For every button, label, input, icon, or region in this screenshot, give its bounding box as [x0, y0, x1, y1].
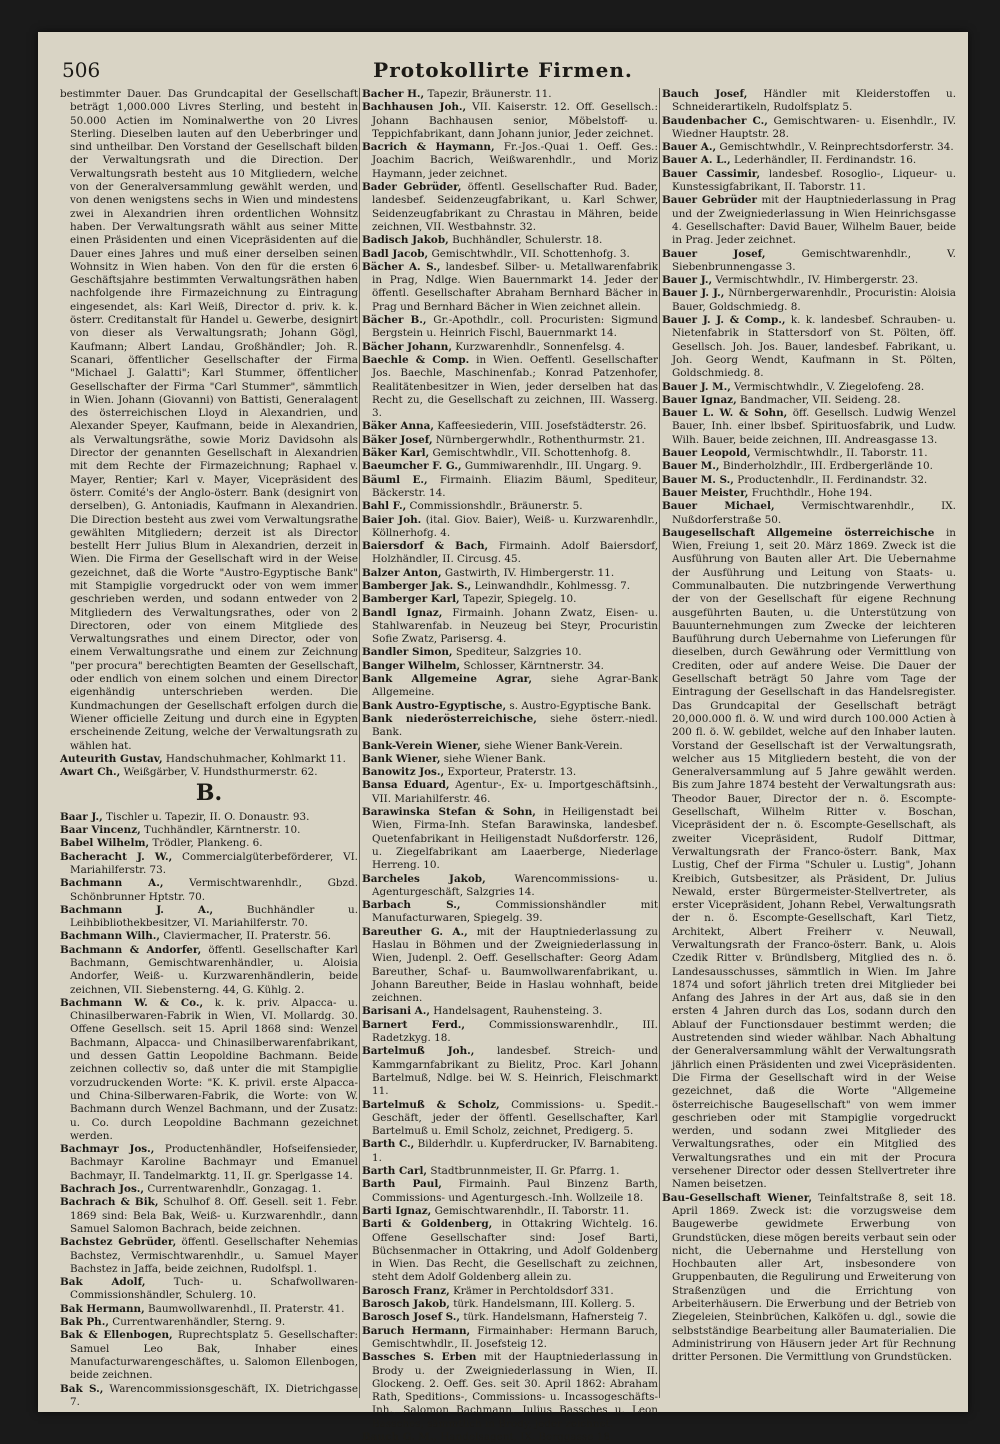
- firm-entry: [362, 766, 658, 779]
- firm-name: Barosch Josef S.,: [362, 1311, 461, 1324]
- firm-name: Baechle & Comp.: [362, 353, 470, 366]
- firm-details: Bilderhdlr. u. Kupferdrucker, IV. Barnabiteng. 1.: [372, 1138, 658, 1164]
- firm-entry: [662, 115, 956, 142]
- firm-details: Tischler u. Tapezir, II. O. Donaustr. 93.: [106, 810, 310, 823]
- firm-name: Baier Joh.: [362, 513, 422, 526]
- firm-entry: [362, 1298, 658, 1311]
- firm-name: Auteurith Gustav,: [60, 752, 163, 765]
- firm-entry: [362, 806, 658, 872]
- column-middle: [362, 88, 659, 1443]
- firm-entry: [362, 1431, 658, 1444]
- firm-name: Babel Wilhelm,: [60, 837, 150, 850]
- firm-entry: [662, 248, 956, 275]
- firm-entry: [60, 837, 358, 850]
- firm-name: Bak Hermann,: [60, 1302, 145, 1315]
- firm-details: Tapezir, Bräunerstr. 11.: [427, 88, 552, 100]
- firm-name: Bachmann J. A.,: [60, 903, 214, 916]
- section-letter: B.: [195, 780, 223, 807]
- firm-entry: [362, 580, 658, 593]
- firm-name: Bauer A. L.,: [662, 154, 731, 167]
- firm-entry: [362, 1005, 658, 1018]
- firm-details: siehe Wiener Bank-Verein.: [484, 739, 623, 752]
- firm-entry: [362, 673, 658, 700]
- firm-name: Bartelmuß Joh.,: [362, 1045, 475, 1058]
- firm-name: Bacrich & Haymann,: [362, 141, 495, 154]
- firm-name: Bak S.,: [60, 1382, 104, 1395]
- firm-name: Barosch Jakob,: [362, 1298, 450, 1311]
- firm-entry: [662, 474, 956, 487]
- firm-entry: [60, 824, 358, 837]
- firm-details: Productenhdlr., II. Ferdinandstr. 32.: [737, 473, 928, 486]
- firm-name: Barisani A.,: [362, 1005, 430, 1018]
- firm-entry: [662, 447, 956, 460]
- firm-name: Bassches S. Erben: [362, 1351, 477, 1364]
- firm-details: Currentwarenhdlr., Gonzagag. 1.: [147, 1183, 322, 1196]
- firm-entry: [662, 314, 956, 380]
- column-divider: [659, 88, 660, 1398]
- firm-details: siehe Agrar-Bank Allgemeine.: [372, 673, 658, 699]
- firm-details: Weißgärber, V. Hundsthurmerstr. 62.: [123, 766, 318, 779]
- firm-name: Barti Ignaz,: [362, 1204, 432, 1217]
- firm-entry: [362, 500, 658, 513]
- firm-name: Bauer J. M.,: [662, 380, 731, 393]
- firm-name: Bauer Gebrüder: [662, 194, 758, 207]
- firm-name: Bauer J. J.,: [662, 287, 725, 300]
- firm-name: Bachmann & Andorfer,: [60, 943, 202, 956]
- firm-name: Baeumcher F. G.,: [362, 460, 462, 473]
- firm-details: Agentur-, Ex- u. Importgeschäftsinh., VII. Mariahilferstr. 46.: [372, 779, 658, 805]
- firm-details: (ital. Giov. Baier), Weiß- u. Kurzwarenhdlr., Köllnerhofg. 4.: [372, 513, 658, 539]
- firm-name: Bak Adolf,: [60, 1276, 146, 1289]
- firm-details: in Wien. Oeffentl. Gesellschafter Jos. Baechle, Maschinenfab.; Konrad Patzenhofer, Realitätenbesitzer in Wien, jeder derselben hat das Recht zu, die Gesellschaft zu zeichnen, III. Wasserg. 3.: [372, 353, 658, 420]
- firm-details: Buchhändler u. Leihbibliothekbesitzer, VI. Mariahilferstr. 70.: [70, 903, 358, 930]
- firm-details: siehe Wiener Bank.: [443, 752, 546, 765]
- firm-entry: [362, 181, 658, 234]
- firm-details: mit der Hauptniederlassung zu Haslau in Böhmen und der Zweigniederlassung in Wien, Judenpl. 2. Oeff. Gesellschafter: Georg Adam Bareuther, Schaf- u. Baumwollwarenfabrikant, u. Johann Bareuther, Beide in Haslau wohnhaft, beide zeichnen.: [372, 925, 658, 1005]
- firm-details: Gastwirth, IV. Himbergerstr. 11.: [444, 566, 615, 579]
- firm-details: Firmainhaber: Hermann Baruch, Gemischtwhdlr., II. Josefsteig 12.: [372, 1324, 658, 1350]
- firm-name: Bauer Ignaz,: [662, 393, 737, 406]
- firm-name: Bak Ph.,: [60, 1316, 109, 1329]
- firm-details: Vermischtwarenhdlr., Gbzd. Schönbrunner Hptstr. 70.: [70, 877, 358, 903]
- firm-name: Bauer Michael,: [662, 500, 775, 513]
- firm-details: landesbef. Silber- u. Metallwarenfabrik in Prag, Ndlge. Wien Bauernmarkt 14. Jeder der öffentl. Gesellschafter Abraham Bernhard Bächer in Prag und Bernhard Bächer in Wien zeichnet allein.: [372, 260, 658, 313]
- firm-details: öffentl. Gesellschafter Nehemias Bachstez, Vermischtwarenhdlr., u. Samuel Mayer Bachstez in Jaffa, beide zeichnen, Rudolfspl. 1.: [70, 1236, 358, 1275]
- firm-details: Tuchhändler, Kärntnerstr. 10.: [144, 824, 301, 837]
- firm-entry: [60, 811, 358, 824]
- firm-details: Schlosser, Kärntnerstr. 34.: [463, 659, 604, 672]
- firm-details: landesbef. Rosoglio-, Liqueur- u. Kunstessigfabrikant, II. Taborstr. 11.: [672, 167, 956, 194]
- firm-details: Firmainh. Adolf Baiersdorf, Holzhändler, II. Circusg. 45.: [372, 540, 659, 566]
- firm-entry: [362, 460, 658, 473]
- firm-details: Vermischtwhdlr., II. Taborstr. 11.: [753, 447, 928, 460]
- firm-name: Bäker Anna,: [362, 420, 434, 433]
- firm-entry: [60, 766, 358, 779]
- firm-entry: [362, 1351, 658, 1431]
- firm-details: siehe österr.-niedl. Bank.: [372, 712, 658, 739]
- firm-name: Bacher H.,: [362, 88, 425, 100]
- running-title: Protokollirte Firmen.: [373, 58, 633, 82]
- firm-details: s. Austro-Egyptische Bank.: [509, 699, 652, 712]
- firm-entry: [362, 753, 658, 766]
- firm-entry: [662, 168, 956, 195]
- firm-name: Bahl F.,: [362, 500, 407, 513]
- firm-details: Commissionshändler mit Manufacturwaren, Spiegelg. 39.: [372, 899, 659, 925]
- firm-name: Bansa Eduard,: [362, 779, 450, 792]
- firm-entry: [662, 88, 956, 115]
- firm-name: Bachmann A.,: [60, 877, 164, 890]
- firm-name: Bacheracht J. W.,: [60, 850, 173, 863]
- firm-name: Bank niederösterreichische,: [362, 712, 537, 725]
- firm-entry: [60, 1143, 358, 1183]
- firm-entry: [60, 753, 358, 766]
- firm-details: Tuch- u. Schafwollwaren-Commissionshändler, Schulerg. 10.: [70, 1276, 358, 1302]
- firm-name: Bauer A.,: [662, 141, 717, 154]
- firm-entry: [362, 713, 658, 740]
- firm-name: Baar J.,: [60, 810, 103, 823]
- firm-details: Gr.-Apothdlr., coll. Procuristen: Sigmund Bergstein u. Heinrich Fischl, Bauernmarkt 14.: [372, 314, 658, 340]
- firm-name: Bachmann W. & Co.,: [60, 996, 204, 1009]
- firm-details: Stadtbrunnmeister, II. Gr. Pfarrg. 1.: [430, 1165, 620, 1178]
- firm-name: Baiersdorf & Bach,: [362, 540, 489, 553]
- firm-name: Barnert Ferd.,: [362, 1018, 466, 1031]
- firm-entry: [362, 926, 658, 1006]
- firm-name: Bau-Gesellschaft Wiener,: [662, 1191, 813, 1204]
- firm-details: Lederhändler, II. Ferdinandstr. 16.: [733, 154, 917, 167]
- firm-name: Bachmayr Jos.,: [60, 1143, 155, 1156]
- firm-details: Handschuhmacher, Kohlmarkt 11.: [165, 752, 346, 765]
- firm-details: Handelsagent, Rauhensteing. 3.: [433, 1005, 603, 1018]
- firm-details: Productenhändler, Hofseifensieder, Bachmayr Karoline Bachmayr und Emanuel Bachmayr, II. Tandelmarktg. 11, II. gr. Sperlgasse 14.: [70, 1143, 358, 1182]
- firm-entry: [362, 779, 658, 806]
- firm-details: Gemischtwarenhdlr., II. Taborstr. 11.: [434, 1204, 630, 1217]
- firm-entry: [662, 394, 956, 407]
- firm-entry: [60, 1303, 358, 1316]
- firm-name: Banger Wilhelm,: [362, 659, 461, 672]
- firm-name: Bartelmuß & Scholz,: [362, 1098, 500, 1111]
- firm-details: Warencommissionsgeschäft, IX. Dietrichgasse 7.: [70, 1382, 358, 1408]
- firm-entry: [60, 877, 358, 904]
- firm-details: Claviermacher, II. Praterstr. 56.: [163, 930, 331, 943]
- firm-details: Nürnbergerwhdlr., Rothenthurmstr. 21.: [435, 433, 645, 446]
- firm-details: Warencommissions- u. Agenturgeschäft, Salzgries 14.: [372, 872, 658, 898]
- firm-details: Firmainh. Johann Zwatz, Eisen- u. Stahlwarenfab. in Neuzeug bei Steyr, Procuristin Sofie Zwatz, Parisersg. 4.: [372, 606, 658, 646]
- firm-entry: [662, 500, 956, 527]
- firm-name: Barosch Franz,: [362, 1284, 450, 1297]
- firm-details: bestimmter Dauer. Das Grundcapital der Gesellschaft beträgt 1,000.000 Livres Sterling, und besteht in 50.000 Actien im Nominalwerthe von 20 Livres Sterling. Dieselben lauten auf den Ueberbringer und sind untheilbar. Den Vorstand der Gesellschaft bilden der Verwaltungsrath und die Direction. Der Verwaltungsrath besteht aus 10 Mitgliedern, welche von der Generalversammlung gewählt werden, und von denen wenigstens sechs in Wien und mindestens zwei in Alexandrien ihren ordentlichen Wohnsitz haben. Der Verwaltungsrath wählt aus seiner Mitte einen Präsidenten und einen Vicepräsidenten auf die Dauer eines Jahres und muß einer derselben seinen Wohnsitz in Wien haben. Von den für die ersten 6 Geschäftsjahre bestimmten Verwaltungsräthen haben nachfolgende ihre Firmazeichnung zu Eintragung eingesendet, als: Karl Weiß, Director d. priv. k. k. österr. Creditanstalt für Handel u. Gewerbe, designirt von dieser als Verwaltungsrath; Johann Gögl, Kaufmann; Albert Landau, Großhändler; Joh. R. Scanari, öffentlicher Gesellschafter der Firma "Michael J. Galatti"; Karl Stummer, öffentlicher Gesellschafter der Firma "Carl Stummer", sämmtlich in Wien. Johann (Giovanni) von Battisti, Generalagent des österreichischen Lloyd in Alexandrien, und Alexander Speyer, Kaufmann, beide in Alexandrien, als Verwaltungsräthe, sowie Moriz Davidsohn als Director der genannten Gesellschaft in Alexandrien mit dem Rechte der Firmazeichnung; Raphael v. Mayer, Rentier; Karl v. Mayer, Vicepräsident des österr. Comité's der Anglo-österr. Bank (designirt von derselben), G. Antoniadis, Kaufmann in Alexandrien. Die Direction besteht aus zwei vom Verwaltungsrathe gewählten Mitgliedern; derzeit ist als Director bestellt Herr Julius Blum in Alexandrien, derzeit in Wien. Die Firma der Gesellschaft wird in der Weise gezeichnet, daß die Worte "Austro-Egyptische Bank" mit Stampiglie vorgedruckt oder von wem immer geschrieben werden, und sodann entweder von 2 Mitgliedern des Verwaltungsrathes, oder von 2 Directoren, oder von einem Mitgliede des Verwaltungsrathes und einem Director, oder von einem Verwaltungsrathe und einem zur Zeichnung "per procura" berechtigten Beamten der Gesellschaft, oder endlich von einem solchen und einem Director eigenhändig unterschrieben werden. Die Kundmachungen der Gesellschaft erfolgen durch die Wiener officielle Zeitung und durch eine in Egypten erscheinende Zeitung, welche der Verwaltungsrath zu wählen hat.: [60, 88, 358, 752]
- firm-name: Bamberger Karl,: [362, 593, 460, 606]
- firm-entry: [662, 274, 956, 287]
- firm-name: Bachrach Jos.,: [60, 1183, 145, 1196]
- firm-entry: [362, 1099, 658, 1139]
- firm-details: Buchhändler, Schulerstr. 18.: [452, 234, 603, 247]
- firm-details: öffentl. Gesellschafter Rud. Bader, landesbef. Seidenzeugfabrikant, u. Karl Schwer, Seidenzeugfabrikant zu Chrastau in Mähren, beide zeichnen, VII. Westbahnstr. 32.: [372, 181, 658, 233]
- firm-entry: [362, 514, 658, 541]
- firm-entry: [60, 1183, 358, 1196]
- firm-name: Barti & Goldenberg,: [362, 1218, 493, 1231]
- firm-entry: [662, 381, 956, 394]
- firm-name: Barbach S.,: [362, 899, 461, 912]
- document-page: [38, 32, 968, 1443]
- firm-entry: [362, 899, 658, 926]
- firm-details: Vermischtwhdlr., V. Ziegelofeng. 28.: [734, 380, 925, 393]
- firm-entry: [362, 593, 658, 606]
- firm-name: Bauer Cassimir,: [662, 167, 761, 180]
- firm-details: Currentwarenhändler, Sterng. 9.: [112, 1316, 286, 1329]
- firm-name: Bank-Verein Wiener,: [362, 739, 481, 752]
- firm-name: Barth C.,: [362, 1138, 415, 1151]
- firm-entry: [362, 1178, 658, 1205]
- firm-details: mit der Hauptniederlassung in Brody u. der Zweigniederlassung in Wien, II. Glockeng. 2. Oeff. Ges. seit 30. April 1862: Abraham Rath, Speditions-, Commissions- u. Incassogeschäfts-Inh., Salomon Bachmann, Julius Bassches u. Leon Bassches, sämmtlich in Brody, jeder zeichnet.: [372, 1351, 658, 1430]
- firm-name: Bauer J. J. & Comp.,: [662, 314, 786, 327]
- firm-details: in Heiligenstadt bei Wien, Firma-Inh. Stefan Barawinska, landesbef. Quetenfabrikant in Heiligenstadt Nußdorferstr. 126, u. Ziegelfabrikant am Laaerberge, Niederlage Herreng. 10.: [372, 806, 658, 872]
- firm-entry: [362, 420, 658, 433]
- firm-entry: [60, 1329, 358, 1382]
- firm-entry: [662, 407, 956, 447]
- firm-details: Kaffeesiederin, VIII. Josefstädterstr. 26.: [437, 420, 647, 433]
- firm-entry: [662, 154, 956, 167]
- firm-name: Bauer J.,: [662, 274, 713, 287]
- firm-entry: [362, 567, 658, 580]
- firm-details: in Ottakring Wichtelg. 16. Offene Gesellschafter sind: Josef Barti, Büchsenmacher in Ottakring, und Adolf Goldenberg in Wien. Das Recht, die Gesellschaft zu zeichnen, steht dem Adolf Goldenberg allein zu.: [372, 1218, 658, 1284]
- firm-details: k. k. landesbef. Schrauben- u. Nietenfabrik in Stattersdorf von St. Pölten, öff. Gesellsch. Joh. Jos. Bauer, landesbef. Fabrikant, u. Joh. Georg Wendt, Kaufmann in St. Pölten, Goldschmiedg. 8.: [672, 314, 956, 380]
- page-header: [38, 32, 968, 80]
- firm-details: Commissionswarenhdlr., III. Radetzkyg. 18.: [372, 1018, 658, 1045]
- firm-entry: [362, 646, 658, 659]
- firm-name: Badl Jacob,: [362, 247, 429, 260]
- firm-entry: [60, 851, 358, 878]
- firm-entry: [362, 607, 658, 647]
- column-right: [662, 88, 956, 1408]
- firm-name: Bachrach & Bik,: [60, 1196, 159, 1209]
- firm-name: Baudenbacher C.,: [662, 114, 768, 127]
- firm-entry: [362, 740, 658, 753]
- firm-entry: [362, 447, 658, 460]
- firm-details: Binderholzhdlr., III. Erdbergerlände 10.: [722, 460, 933, 473]
- firm-entry: [362, 88, 658, 101]
- firm-details: Teinfaltstraße 8, seit 18. April 1869. Zweck ist: die vorzugsweise dem Baugewerbe gewidmete Erwerbung von Grundstücken, diese mögen bereits verbaut sein oder nicht, die Uebernahme und Herstellung von Hochbauten aller Art, insbesondere von Gruppenbauten, die Regulirung und Erweiterung von Straßenzügen und die Errichtung von Arbeiterhäusern. Die Erwerbung und der Betrieb von Ziegeleien, Steinbrüchen, Kalköfen u. dgl., sowie die selbstständige Bearbeitung aller Baumaterialien. Die Administrirung von Häusern jeder Art für Rechnung dritter Personen. Die Vermittlung von Grundstücken.: [672, 1191, 956, 1364]
- firm-name: Bandl Ignaz,: [362, 606, 443, 619]
- firm-entry: [362, 1205, 658, 1218]
- firm-name: Bareuther G. A.,: [362, 925, 468, 938]
- firm-name: Bauer M.,: [662, 460, 720, 473]
- firm-name: Bader Gebrüder,: [362, 181, 462, 194]
- firm-details: landesbef. Streich- und Kammgarnfabrikant zu Bielitz, Proc. Karl Johann Bartelmuß, Ndlge. bei W. S. Heinrich, Fleischmarkt 11.: [372, 1045, 658, 1098]
- firm-entry: [60, 1316, 358, 1329]
- firm-entry: [362, 540, 658, 567]
- firm-entry: [362, 474, 658, 501]
- firm-entry: [362, 141, 658, 181]
- firm-name: Bak & Ellenbogen,: [60, 1329, 173, 1342]
- firm-details: Commercialgüterbeförderer, VI. Mariahilferstr. 73.: [70, 850, 358, 876]
- firm-name: Bachhausen Joh.,: [362, 101, 467, 114]
- firm-entry: [60, 1383, 358, 1410]
- firm-name: Bäker Josef,: [362, 433, 433, 446]
- firm-name: Bauer M. S.,: [662, 473, 734, 486]
- firm-details: Firmainh. Paul Binzenz Barth, Commissions- und Agenturgesch.-Inh. Wollzeile 18.: [372, 1178, 658, 1204]
- firm-details: Händler mit Kleiderstoffen u. Schneiderartikeln, Rudolfsplatz 5.: [672, 88, 957, 114]
- firm-name: Badisch Jakob,: [362, 234, 449, 247]
- firm-name: Bandler Simon,: [362, 646, 453, 659]
- firm-details: Krämer in Perchtoldsdorf 331.: [453, 1284, 614, 1297]
- firm-details: Vermischtwarenhdlr., IX. Nußdorferstraße 50.: [672, 500, 956, 526]
- firm-details: Gummiwarenhdlr., III. Ungarg. 9.: [464, 460, 642, 473]
- firm-details: Exporteur, Praterstr. 13.: [447, 766, 577, 779]
- firm-details: Gemischtwhdlr., V. Reinprechtsdorferstr. 34.: [719, 141, 954, 154]
- firm-entry: [60, 944, 358, 997]
- firm-details: Baumwollwarenhdl., II. Praterstr. 41.: [148, 1302, 345, 1315]
- firm-name: Bächer Johann,: [362, 340, 452, 353]
- firm-entry: [362, 1045, 658, 1098]
- firm-entry: [362, 1165, 658, 1178]
- firm-name: Bachstez Gebrüder,: [60, 1236, 177, 1249]
- firm-name: Baugesellschaft Allgemeine österreichische: [662, 526, 935, 539]
- firm-name: Barth Paul,: [362, 1178, 442, 1191]
- firm-details: Commissionshdlr., Bräunerstr. 5.: [409, 500, 583, 513]
- firm-entry: [362, 1311, 658, 1324]
- firm-entry: [362, 660, 658, 673]
- firm-details: Gemischtwaren- u. Eisenhdlr., IV. Wiedner Hauptstr. 28.: [672, 114, 957, 140]
- firm-entry: [662, 141, 956, 154]
- firm-name: Bauer Josef,: [662, 247, 766, 260]
- firm-name: Bachmann Wilh.,: [60, 930, 161, 943]
- firm-name: Barcheles Jakob,: [362, 872, 486, 885]
- firm-name: Bauer Leopold,: [662, 447, 751, 460]
- firm-details: mit der Hauptniederlassung in Prag und der Zweigniederlassung in Wien Heinrichsgasse 4. Gesellschafter: David Bauer, Wilhelm Bauer, beide in Prag. Jeder zeichnet.: [672, 194, 956, 247]
- firm-name: Bank Allgemeine Agrar,: [362, 673, 533, 686]
- firm-details: Bandmacher, VII. Seideng. 28.: [740, 393, 901, 406]
- firm-entry: [362, 1218, 658, 1284]
- firm-entry: [662, 527, 956, 1192]
- firm-details: Spediteur, Salzgries 10.: [455, 646, 582, 659]
- firm-name: Barawinska Stefan & Sohn,: [362, 806, 536, 819]
- firm-entry: [662, 487, 956, 500]
- firm-entry: [60, 1196, 358, 1236]
- firm-entry: [60, 930, 358, 943]
- column-left: [60, 88, 358, 1408]
- firm-details: k. k. priv. Alpacca- u. Chinasilberwaren-Fabrik in Wien, VI. Mollardg. 30. Offene Gesellsch. seit 15. April 1868 sind: Wenzel Bachmann, Alpacca- und Chinasilberwarenfabrikant, und dessen Gattin Leopoldine Bachmann. Beide zeichnen collectiv so, daß unter die mit Stampiglie vorzudruckenden Worte: "K. K. privil. erste Alpacca- und China-Silberwaren-Fabrik, die Worte: von W. Bachmann durch Wenzel Bachmann, und der Zusatz: u. Co. durch Leopoldine Bachmann gezeichnet werden.: [70, 996, 358, 1142]
- firm-entry: [60, 88, 358, 753]
- firm-entry: [60, 904, 358, 931]
- firm-entry: [60, 1276, 358, 1303]
- firm-details: türk. Handelsmann, Hafnersteig 7.: [463, 1311, 648, 1324]
- firm-name: Barth Carl,: [362, 1165, 428, 1178]
- firm-entry: [362, 873, 658, 900]
- firm-details: Commissions- u. Spedit.-Geschäft, jeder der öffentl. Gesellschafter, Karl Bartelmuß u. Emil Scholz, zeichnet, Predigerg. 5.: [372, 1098, 659, 1138]
- firm-entry: [662, 194, 956, 247]
- firm-entry: [362, 354, 658, 420]
- firm-entry: [362, 101, 658, 141]
- firm-entry: [662, 460, 956, 473]
- firm-name: Bächer A. S.,: [362, 260, 441, 273]
- firm-details: Kurzwarenhdlr., Sonnenfelsg. 4.: [455, 340, 625, 353]
- firm-details: VII. Kaiserstr. 12. Off. Gesellsch.: Johann Bachhausen senior, Möbelstoff- u. Teppichfabrikant, dann Johann junior, Jeder zeichnet.: [372, 101, 658, 140]
- firm-name: Baruch Hermann,: [362, 1324, 471, 1337]
- firm-entry: [362, 248, 658, 261]
- firm-details: in Wien, Freiung 1, seit 20. März 1869. Zweck ist die Ausführung von Bauten aller Art. Die Uebernahme der Ausführung und Leitung von Staats- u. Communalbauten. Die nutzbringende Verwerthung der von der Gesellschaft für eigene Rechnung ausgeführten Bauten, u. die Unterstützung von Bauunternehmungen zum Zwecke der leichteren Bauführung durch Uebernahme von Lieferungen für dieselben, durch Gewährung oder Vermittlung von Crediten, oder auf andere Weise. Die Dauer der Gesellschaft beträgt 50 Jahre vom Tage der Eintragung der Gesellschaft in das Handelsregister. Das Grundcapital der Gesellschaft beträgt 20,000.000 fl. ö. W. und wird durch 100.000 Actien à 200 fl. ö. W. gebildet, welche auf den Inhaber lauten. Vorstand der Gesellschaft ist der Verwaltungsrath, welcher aus 15 Mitgliedern besteht, die von der Generalversammlung auf 5 Jahre gewählt werden. Bis zum Jahre 1874 besteht der Verwaltungsrath aus: Theodor Bauer, Director der n. ö. Escompte-Gesellschaft, Wilhelm Ritter v. Boschan, Vicepräsident der n. ö. Escompte-Gesellschaft, als zweiter Vicepräsident, Rudolf Dittmar, Verwaltungsrath der Franco-österr. Bank, Max Lustig, Chef der Firma "Schuler u. Lustig", Johann Kreibich, Gutsbesitzer, als Präsident, Dr. Julius Newald, erster Bürgermeister-Stellvertreter, als erster Vicepräsident, Johann Rebel, Verwaltungsrath der n. ö. Escompte-Gesellschaft, Karl Tietz, Architekt, Albert Freiherr v. Neuwall, Verwaltungsrath der Franco-österr. Bank, u. Alois Czedik Ritter v. Bründlsberg, Mitglied des n. ö. Landesausschusses, sämmtlich in Wien. Im Jahre 1874 und sofort jährlich treten drei Mitglieder bei Anfang des Jahres in der Art aus, daß sie in den ersten 4 Jahren durch das Los, sodann durch den Ablauf der Functionsdauer bestimmt werden; die Austretenden sind wieder wählbar. Nach Abhaltung der Generalversammlung wählt der Verwaltungsrath jährlich einen Präsidenten und zwei Vicepräsidenten. Die Firma der Gesellschaft wird in der Weise gezeichnet, daß die Worte "Allgemeine österreichische Baugesellschaft" von wem immer geschrieben oder mit Stampiglie vorgedruckt werden, und sodann zwei Mitglieder des Verwaltungsrathes, oder ein Mitglied des Verwaltungsrathes und ein mit der Procura versehener Director oder dessen Stellvertreter ihre Namen beisetzen.: [672, 526, 956, 1191]
- firm-name: Banowitz Jos.,: [362, 766, 445, 779]
- firm-entry: [362, 261, 658, 314]
- firm-details: Nürnbergerwarenhdlr., Procuristin: Aloisia Bauer, Goldschmiedg. 8.: [672, 287, 956, 313]
- firm-name: Bächer B.,: [362, 314, 427, 327]
- firm-details: Leinwandhdlr., Kohlmessg. 7.: [474, 579, 631, 592]
- firm-entry: [362, 1285, 658, 1298]
- firm-name: Bauch Josef,: [662, 88, 748, 100]
- firm-details: Gemischtwarenhdlr., V. Siebenbrunnengasse 3.: [672, 247, 956, 273]
- firm-name: Bäuml E.,: [362, 473, 428, 486]
- firm-details: Schulhof 8. Off. Gesell. seit 1. Febr. 1869 sind: Bela Bak, Weiß- u. Kurzwarenhdlr., dann Samuel Salomon Bachrach, beide zeichnen.: [70, 1196, 358, 1235]
- firm-details: Trödler, Plankeng. 6.: [152, 837, 263, 850]
- firm-entry: [362, 341, 658, 354]
- firm-entry: [662, 287, 956, 314]
- firm-name: Balzer Anton,: [362, 566, 442, 579]
- firm-name: Bauer Meister,: [662, 486, 749, 499]
- firm-name: Bank Austro-Egyptische,: [362, 699, 507, 712]
- firm-entry: [362, 434, 658, 447]
- firm-entry: [362, 1019, 658, 1046]
- firm-details: Tapezir, Spiegelg. 10.: [462, 593, 577, 606]
- firm-details: Ruprechtsplatz 5. Gesellschafter: Samuel Leo Bak, Inhaber eines Manufacturwarengeschäftes, u. Salomon Ellenbogen, beide zeichnen.: [70, 1329, 358, 1382]
- firm-entry: [362, 1138, 658, 1165]
- firm-name: Bäker Karl,: [362, 447, 430, 460]
- firm-entry: [362, 1325, 658, 1352]
- firm-details: Firmainh. Eliazim Bäuml, Spediteur, Bäckerstr. 14.: [372, 473, 658, 499]
- firm-entry: [60, 997, 358, 1143]
- firm-details: Handelsagent, IX. Berggasse 18.: [440, 1430, 614, 1443]
- firm-entry: [362, 234, 658, 247]
- firm-entry: [60, 1236, 358, 1276]
- firm-name: Baar Vincenz,: [60, 824, 141, 837]
- firm-name: Bamberger Jak. S.,: [362, 579, 472, 592]
- firm-details: türk. Handelsmann, III. Kollerg. 5.: [453, 1298, 636, 1311]
- firm-name: Bauer L. W. & Sohn,: [662, 407, 788, 420]
- firm-details: Vermischtwhdlr., IV. Himbergerstr. 23.: [715, 274, 919, 287]
- firm-name: Bauch G. M.,: [362, 1430, 438, 1443]
- firm-details: öff. Gesellsch. Ludwig Wenzel Bauer, Inh. einer lbsbef. Spirituosfabrik, und Ludw. Wilh. Bauer, beide zeichnen, III. Andreasgasse 13.: [672, 407, 956, 446]
- firm-details: Gemischtwhdlr., VII. Schottenhofg. 8.: [432, 447, 631, 460]
- firm-entry: [662, 1192, 956, 1365]
- firm-details: Fruchthdlr., Hohe 194.: [751, 486, 873, 499]
- firm-entry: [362, 700, 658, 713]
- firm-details: öffentl. Gesellschafter Karl Bachmann, Gemischtwarenhändler, u. Aloisia Andorfer, Weiß- u. Kurzwarenhändlerin, beide zeichnen, VII. Siebensterng. 44, G. Kühlg. 2.: [70, 943, 358, 996]
- firm-name: Bank Wiener,: [362, 752, 441, 765]
- firm-details: Fr.-Jos.-Quai 1. Oeff. Ges.: Joachim Bacrich, Weißwarenhdlr., und Moriz Haymann, jeder zeichnet.: [372, 141, 658, 180]
- firm-name: Awart Ch.,: [60, 766, 121, 779]
- column-divider: [359, 88, 360, 1398]
- firm-entry: [362, 314, 658, 341]
- page-number: 506: [62, 58, 101, 82]
- firm-details: Gemischtwhdlr., VII. Schottenhofg. 3.: [431, 247, 630, 260]
